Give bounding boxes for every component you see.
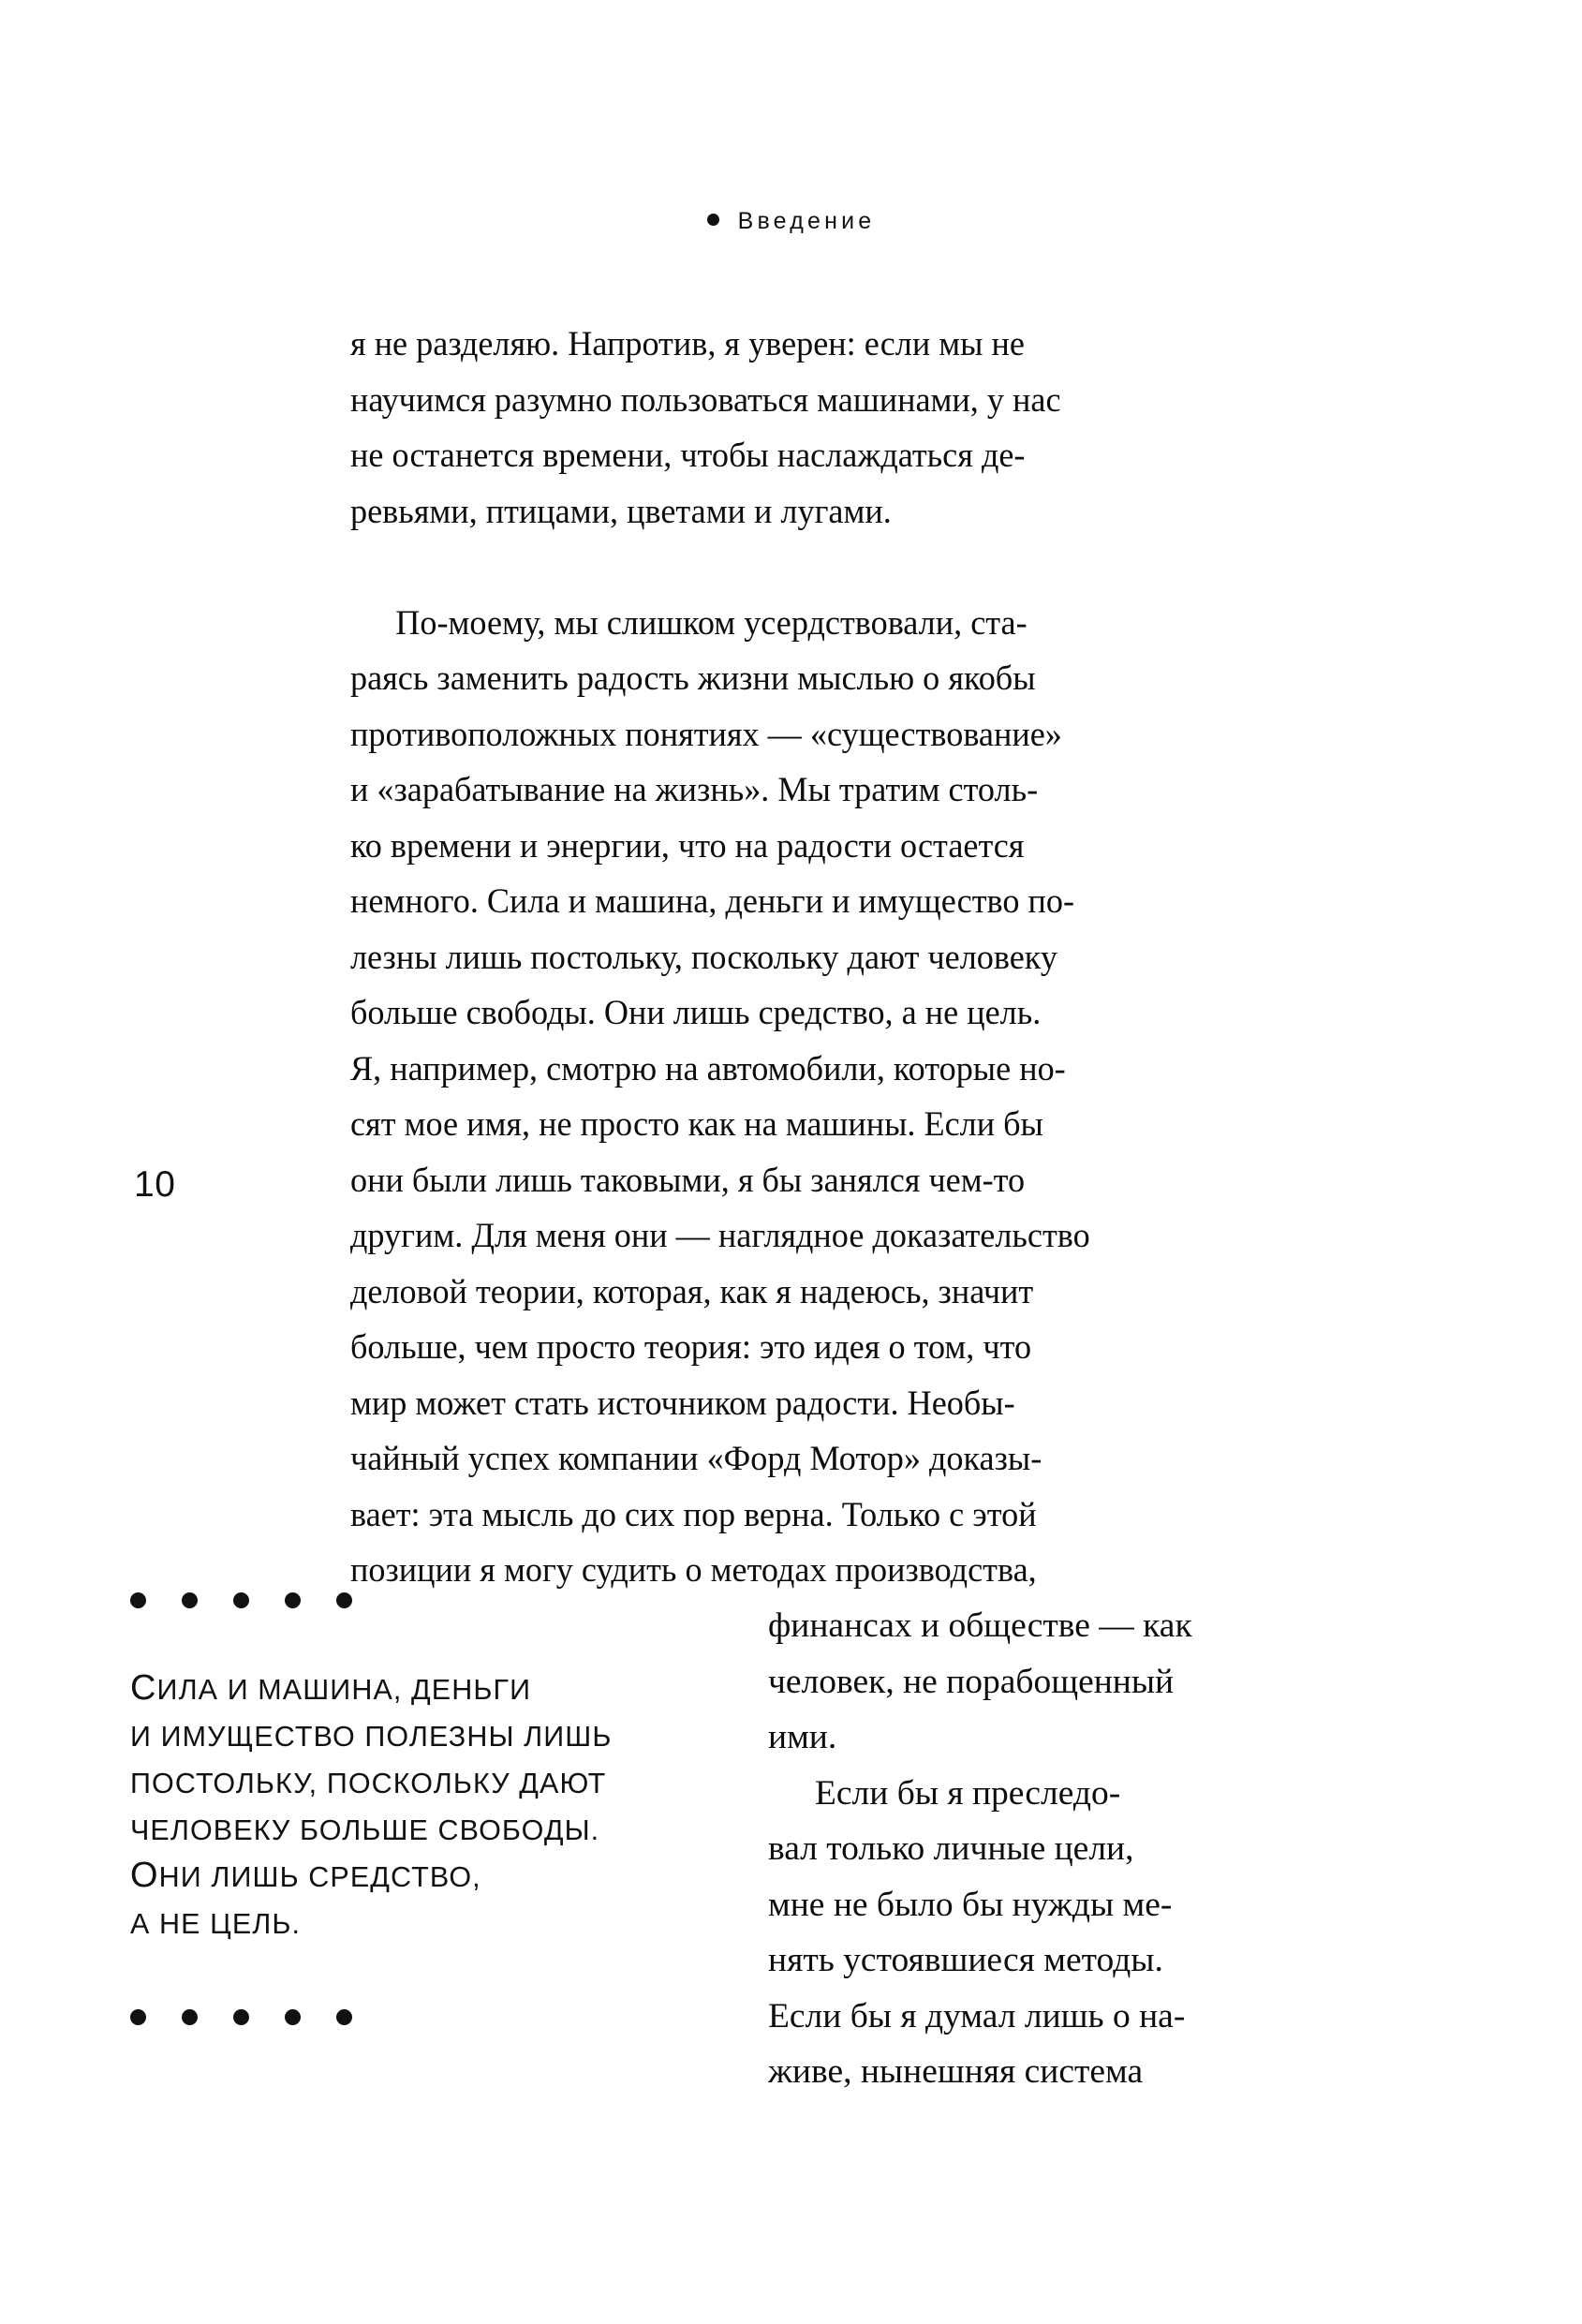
pull-quote-line: ПОСТОЛЬКУ, ПОСКОЛЬКУ ДАЮТ: [130, 1768, 607, 1799]
text-line: противоположных понятиях — «существование»: [350, 715, 1062, 754]
text-line: Я, например, смотрю на автомобили, которые но-: [350, 1049, 1066, 1088]
text-line: не останется времени, чтобы наслаждаться де-: [350, 437, 1026, 475]
text-line: ими.: [768, 1718, 837, 1756]
pull-quote-line: ЧЕЛОВЕКУ БОЛЬШЕ СВОБОДЫ.: [130, 1814, 600, 1846]
bullet-dot-icon: [707, 214, 719, 226]
bullet-dot-icon: [233, 1592, 249, 1608]
text-line: лезны лишь постольку, поскольку дают человеку: [350, 938, 1057, 977]
pull-quote-text: [130, 1666, 617, 1947]
text-line: чайный успех компании «Форд Мотор» доказы-: [350, 1440, 1042, 1478]
text-line: больше свободы. Они лишь средство, а не цель.: [350, 994, 1042, 1032]
text-line: По-моему, мы слишком усердствовали, ста-: [395, 603, 1028, 643]
text-line: ревьями, птицами, цветами и лугами.: [350, 492, 892, 531]
paragraph-3: [768, 1766, 1369, 2100]
bullet-dot-icon: [285, 1592, 301, 1608]
bullet-dot-icon: [233, 2009, 249, 2025]
text-line: они были лишь таковыми, я бы занялся чем-то: [350, 1161, 1026, 1200]
pull-quote-dots-top: [130, 1592, 617, 1608]
body-text-column: [350, 317, 1334, 1599]
bullet-dot-icon: [336, 2009, 352, 2025]
pull-quote-line: СИЛА И МАШИНА, ДЕНЬГИ: [130, 1668, 532, 1708]
body-text-column-narrow: [768, 1598, 1369, 2100]
text-line: человек, не порабощенный: [768, 1662, 1175, 1701]
bullet-dot-icon: [130, 2009, 146, 2025]
running-header: [0, 208, 1582, 235]
text-line: Если бы я думал лишь о на-: [768, 1996, 1186, 2035]
bullet-dot-icon: [182, 1592, 198, 1608]
text-line: сят мое имя, не просто как на машины. Если бы: [350, 1105, 1043, 1144]
paragraph-2-continued: [768, 1598, 1369, 1766]
text-line: нять устоявшиеся методы.: [768, 1941, 1163, 1979]
running-header-label: Введение: [737, 208, 876, 234]
bullet-dot-icon: [285, 2009, 301, 2025]
text-line: больше, чем просто теория: это идея о том, что: [350, 1328, 1032, 1367]
pull-quote-dots-bottom: [130, 2009, 617, 2025]
paragraph-2: [350, 596, 1334, 1599]
bullet-dot-icon: [336, 1592, 352, 1608]
text-line: финансах и обществе — как: [768, 1606, 1192, 1645]
pull-quote: [130, 1592, 617, 2025]
pull-quote-line: А НЕ ЦЕЛЬ.: [130, 1908, 302, 1940]
text-line: мир может стать источником радости. Необы-: [350, 1384, 1015, 1423]
pull-quote-line: И ИМУЩЕСТВО ПОЛЕЗНЫ ЛИШЬ: [130, 1721, 613, 1753]
text-line: живе, нынешняя система: [768, 2052, 1144, 2091]
text-line: ко времени и энергии, что на радости остается: [350, 826, 1025, 866]
text-line: деловой теории, которая, как я надеюсь, значит: [350, 1272, 1034, 1311]
text-line: я не разделяю. Напротив, я уверен: если мы не: [350, 325, 1025, 363]
text-line: другим. Для меня они — наглядное доказательство: [350, 1217, 1090, 1255]
text-line: вал только личные цели,: [768, 1829, 1134, 1868]
text-line: Если бы я преследо-: [815, 1773, 1121, 1813]
text-line: раясь заменить радость жизни мыслью о якобы: [350, 659, 1036, 698]
bullet-dot-icon: [130, 1592, 146, 1608]
bullet-dot-icon: [182, 2009, 198, 2025]
text-line: и «зарабатывание на жизнь». Мы тратим столь-: [350, 771, 1039, 809]
text-line: мне не было бы нужды ме-: [768, 1885, 1173, 1924]
page-number: 10: [134, 1164, 176, 1205]
text-line: научимся разумно пользоваться машинами, у нас: [350, 380, 1061, 420]
text-line: немного. Сила и машина, деньги и имущество по-: [350, 882, 1075, 921]
pull-quote-line: ОНИ ЛИШЬ СРЕДСТВО,: [130, 1856, 481, 1895]
text-line: позиции я могу судить о методах производства,: [350, 1551, 1037, 1590]
text-line: вает: эта мысль до сих пор верна. Только с этой: [350, 1495, 1037, 1534]
paragraph-1: [350, 317, 1334, 540]
